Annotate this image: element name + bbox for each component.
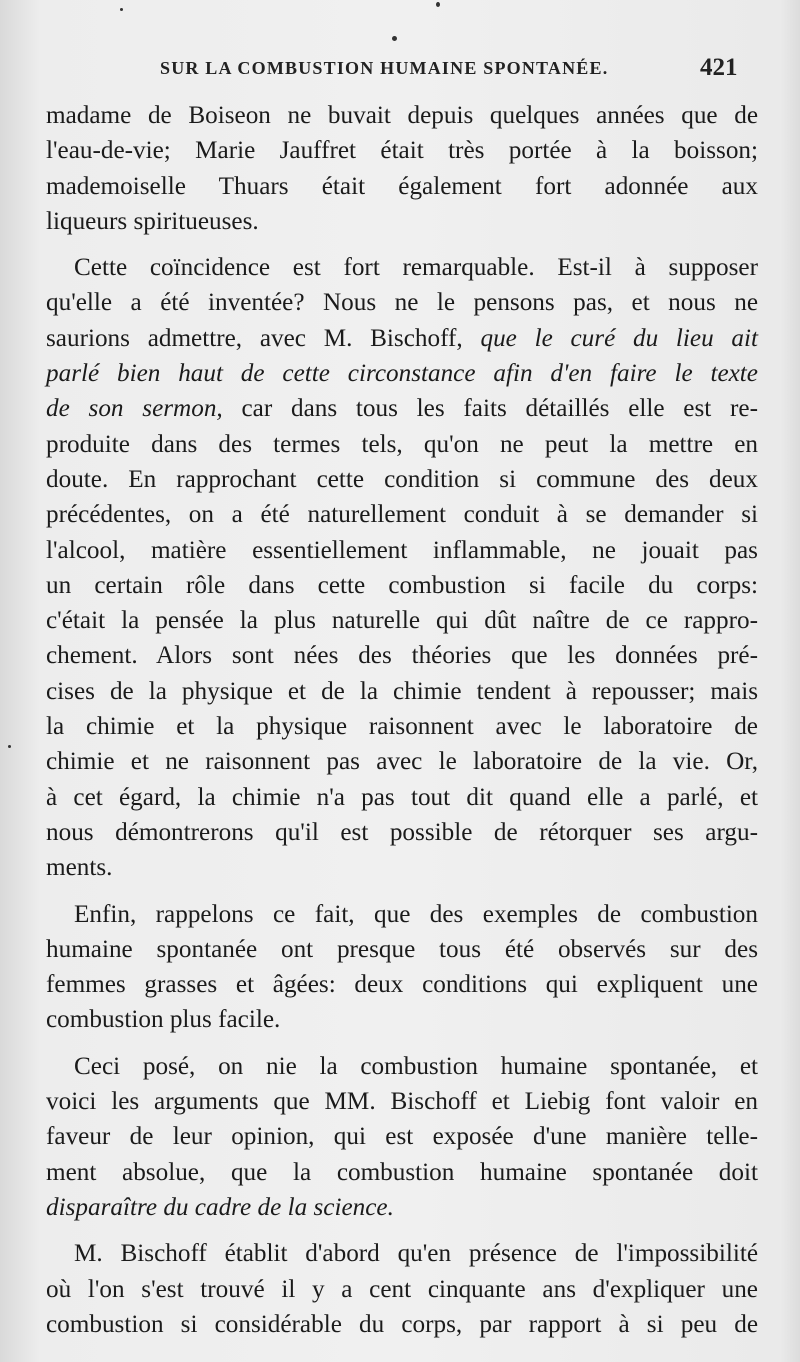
text-line: qu'elle a été inventée? Nous ne le pensons pas, et nous ne bbox=[46, 289, 758, 317]
ink-speck bbox=[120, 8, 123, 11]
text-line bbox=[46, 391, 758, 426]
text-line: combustion plus facile. bbox=[46, 1006, 281, 1034]
text-line: ment absolue, que la combustion humaine spontanée doit bbox=[46, 1158, 758, 1186]
text-line: combustion si considérable du corps, par rapport à si peu de bbox=[46, 1310, 758, 1338]
text-line: produite dans des termes tels, qu'on ne peut la mettre en bbox=[46, 430, 758, 458]
text-line: doute. En rapprochant cette condition si commune des deux bbox=[46, 465, 758, 493]
italic-quote-line: parlé bien haut de cette circonstance afin d'en faire le texte bbox=[46, 360, 758, 388]
ink-speck bbox=[392, 36, 397, 41]
text-line: madame de Boiseon ne buvait depuis quelques années que de bbox=[46, 102, 758, 129]
text-line: nous démontrerons qu'il est possible de rétorquer ses argu- bbox=[46, 818, 758, 846]
text-line: la chimie et la physique raisonnent avec le laboratoire de bbox=[46, 713, 758, 741]
text-line: cises de la physique et de la chimie tendent à repousser; mais bbox=[46, 677, 758, 705]
text-line: l'eau-de-vie; Marie Jauffret était très portée à la boisson; bbox=[46, 137, 758, 165]
text-line: humaine spontanée ont presque tous été observés sur des bbox=[46, 935, 758, 963]
paragraph bbox=[46, 250, 758, 885]
ink-speck bbox=[8, 745, 11, 748]
text-line: M. Bischoff établit d'abord qu'en présence de l'impossibilité bbox=[74, 1240, 758, 1268]
text-line: mademoiselle Thuars était également fort adonnée aux bbox=[46, 172, 758, 200]
italic-quote-line: disparaître du cadre de la science. bbox=[46, 1193, 394, 1221]
text-line: à cet égard, la chimie n'a pas tout dit quand elle a parlé, et bbox=[46, 783, 758, 811]
text-line: c'était la pensée la plus naturelle qui dût naître de ce rappro- bbox=[46, 607, 758, 635]
text-line: ments. bbox=[46, 854, 113, 882]
text-line: Ceci posé, on nie la combustion humaine spontanée, et bbox=[74, 1052, 758, 1080]
text-segment: car dans tous les faits détaillés elle est re- bbox=[241, 395, 758, 423]
text-line: voici les arguments que MM. Bischoff et Liebig font valoir en bbox=[46, 1088, 758, 1116]
ink-speck bbox=[436, 2, 440, 7]
text-line: l'alcool, matière essentiellement inflammable, ne jouait pas bbox=[46, 536, 758, 564]
text-line: Cette coïncidence est fort remarquable. Est-il à supposer bbox=[74, 254, 758, 282]
text-line bbox=[46, 321, 758, 356]
text-line: précédentes, on a été naturellement conduit à se demander si bbox=[46, 501, 758, 529]
text-line: où l'on s'est trouvé il y a cent cinquante ans d'expliquer une bbox=[46, 1275, 758, 1303]
body-text bbox=[46, 98, 758, 1342]
text-line: chimie et ne raisonnent pas avec le laboratoire de la vie. Or, bbox=[46, 748, 758, 776]
running-title: SUR LA COMBUSTION HUMAINE SPONTANÉE. bbox=[160, 58, 609, 78]
page-header bbox=[0, 54, 800, 90]
page-number: 421 bbox=[700, 54, 738, 81]
text-line: un certain rôle dans cette combustion si facile du corps: bbox=[46, 571, 758, 599]
paragraph bbox=[46, 1049, 758, 1225]
paragraph bbox=[46, 98, 758, 239]
text-segment: saurions admettre, avec M. Bischoff, bbox=[46, 324, 463, 352]
paragraph bbox=[46, 1236, 758, 1342]
italic-quote: de son sermon, bbox=[46, 395, 223, 423]
text-line: femmes grasses et âgées: deux conditions qui expliquent une bbox=[46, 971, 758, 999]
text-line: liqueurs spiritueuses. bbox=[46, 207, 259, 235]
text-line: Enfin, rappelons ce fait, que des exemples de combustion bbox=[74, 900, 758, 928]
italic-quote: que le curé du lieu ait bbox=[480, 324, 759, 352]
text-line: chement. Alors sont nées des théories que les données pré- bbox=[46, 642, 758, 670]
paragraph bbox=[46, 897, 758, 1038]
text-line: faveur de leur opinion, qui est exposée d'une manière telle- bbox=[46, 1123, 758, 1151]
